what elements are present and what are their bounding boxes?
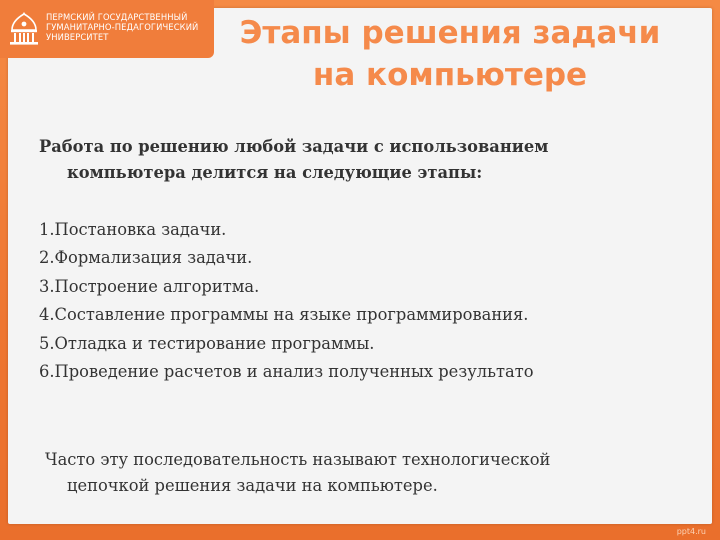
slide-title — [210, 12, 690, 96]
step-item: 3.Построение алгоритма. — [39, 276, 260, 296]
slide-title-line: Этапы решения задачи — [239, 15, 661, 51]
step-item: 4.Составление программы на языке программирования. — [39, 305, 529, 325]
step-item: 6.Проведение расчетов и анализ полученных результато — [39, 362, 534, 382]
university-name-line: ПЕРМСКИЙ ГОСУДАРСТВЕННЫЙ — [46, 12, 188, 22]
intro-paragraph: Работа по решению любой задачи с использованием компьютера делится на следующие этапы: — [39, 137, 549, 182]
university-emblem-icon — [8, 11, 40, 47]
outro-paragraph: Часто эту последовательность называют технологической цепочкой решения задачи на компьютере. — [45, 450, 551, 495]
step-item: 2.Формализация задачи. — [39, 248, 253, 268]
step-item: 5.Отладка и тестирование программы. — [39, 333, 375, 353]
university-name — [46, 12, 210, 42]
slide-title-line: на компьютере — [312, 57, 588, 93]
university-name-line: ГУМАНИТАРНО-ПЕДАГОГИЧЕСКИЙ — [46, 22, 199, 32]
step-item: 1.Постановка задачи. — [39, 220, 227, 239]
university-name-line: УНИВЕРСИТЕТ — [46, 32, 109, 42]
site-watermark: ppt4.ru — [676, 527, 706, 536]
steps-list — [39, 216, 659, 386]
university-logo — [0, 0, 214, 58]
